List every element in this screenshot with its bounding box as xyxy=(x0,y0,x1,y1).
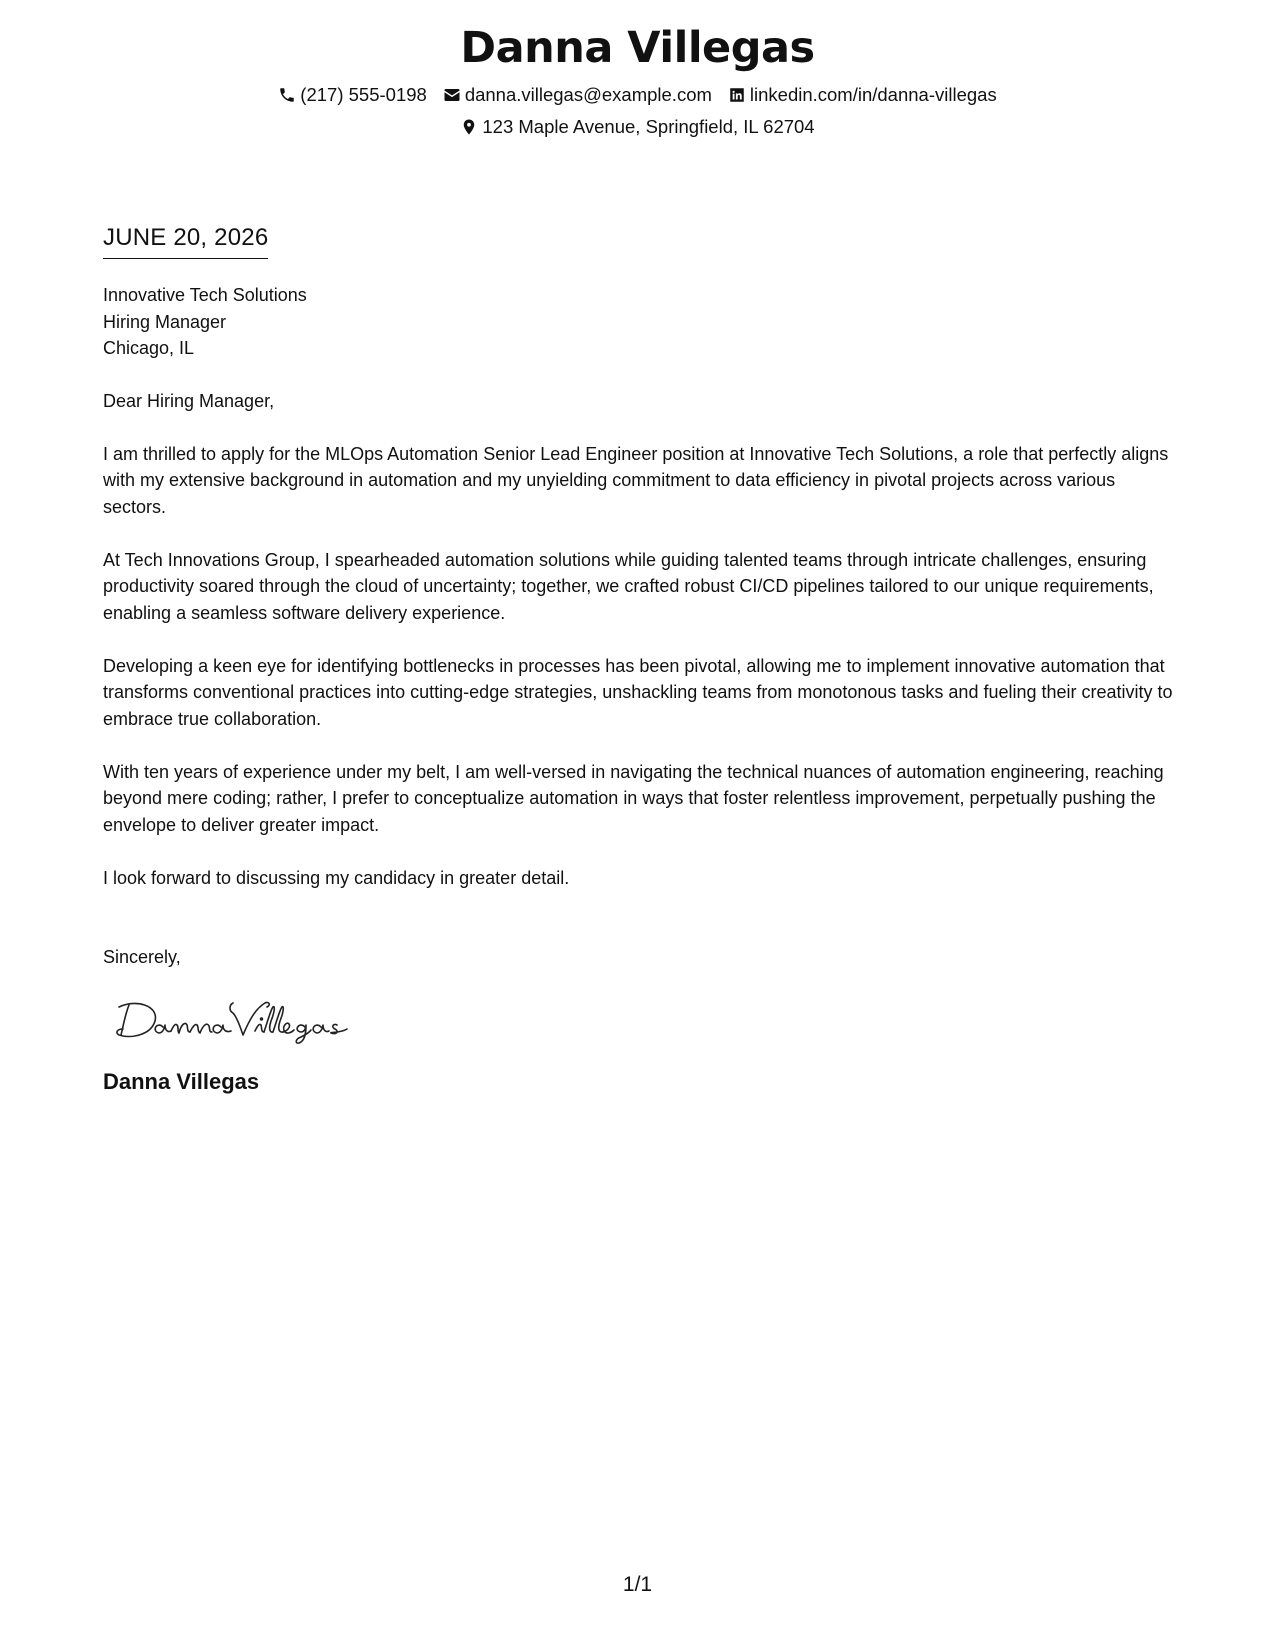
recipient-location: Chicago, IL xyxy=(103,338,195,358)
address-contact xyxy=(460,112,814,142)
letter-date: JUNE 20, 2026 xyxy=(103,222,268,259)
linkedin-contact[interactable] xyxy=(728,80,997,110)
phone-contact xyxy=(278,80,427,110)
recipient-company: Innovative Tech Solutions xyxy=(103,285,307,305)
applicant-name: Danna Villegas xyxy=(460,23,815,73)
recipient-block xyxy=(103,282,1183,362)
salutation: Dear Hiring Manager, xyxy=(103,390,275,411)
street-address: 123 Maple Avenue, Springfield, IL 62704 xyxy=(482,116,815,137)
body-paragraph: I am thrilled to apply for the MLOps Automation Senior Lead Engineer position at Innovative Tech Solutions, a role that perfectly aligns with my extensive background in automation and my unyielding commitment to data efficiency in pivotal projects across various sectors. xyxy=(103,443,1169,517)
body-paragraph: Developing a keen eye for identifying bottlenecks in processes has been pivotal, allowing me to implement innovative automation that transforms conventional practices into cutting-edge strategies, unshackling teams from monotonous tasks and fueling their creativity to embrace true collaboration. xyxy=(103,655,1173,729)
email-contact[interactable] xyxy=(443,80,712,110)
phone-icon xyxy=(278,86,296,104)
linkedin-icon xyxy=(728,86,746,104)
handwritten-signature xyxy=(115,995,1183,1047)
body-paragraph: I look forward to discussing my candidacy in greater detail. xyxy=(103,867,570,888)
recipient-title: Hiring Manager xyxy=(103,311,227,332)
signer-name: Danna Villegas xyxy=(103,1068,260,1094)
page-number: 1/1 xyxy=(622,1573,653,1596)
contact-row xyxy=(0,80,1275,110)
linkedin-url[interactable]: linkedin.com/in/danna-villegas xyxy=(749,84,997,105)
letter-date-block xyxy=(103,222,268,259)
closing: Sincerely, xyxy=(103,947,181,967)
phone-number: (217) 555-0198 xyxy=(300,84,427,105)
map-pin-icon xyxy=(460,118,478,136)
letterhead xyxy=(0,18,1275,142)
envelope-icon xyxy=(443,86,461,104)
email-address[interactable]: danna.villegas@example.com xyxy=(464,84,712,105)
body-paragraph: At Tech Innovations Group, I spearheaded automation solutions while guiding talented teams through intricate challenges, ensuring productivity soared through the cloud of uncertainty; together, we crafted robust CI/CD pipelines tailored to our unique requirements, enabling a seamless software delivery experience. xyxy=(103,549,1154,623)
body-paragraph: With ten years of experience under my belt, I am well-versed in navigating the technical nuances of automation engineering, reaching beyond mere coding; rather, I prefer to conceptualize automation in ways that foster relentless improvement, perpetually pushing the envelope to deliver greater impact. xyxy=(103,761,1164,835)
letter-body xyxy=(103,282,1183,1097)
address-row xyxy=(0,112,1275,142)
